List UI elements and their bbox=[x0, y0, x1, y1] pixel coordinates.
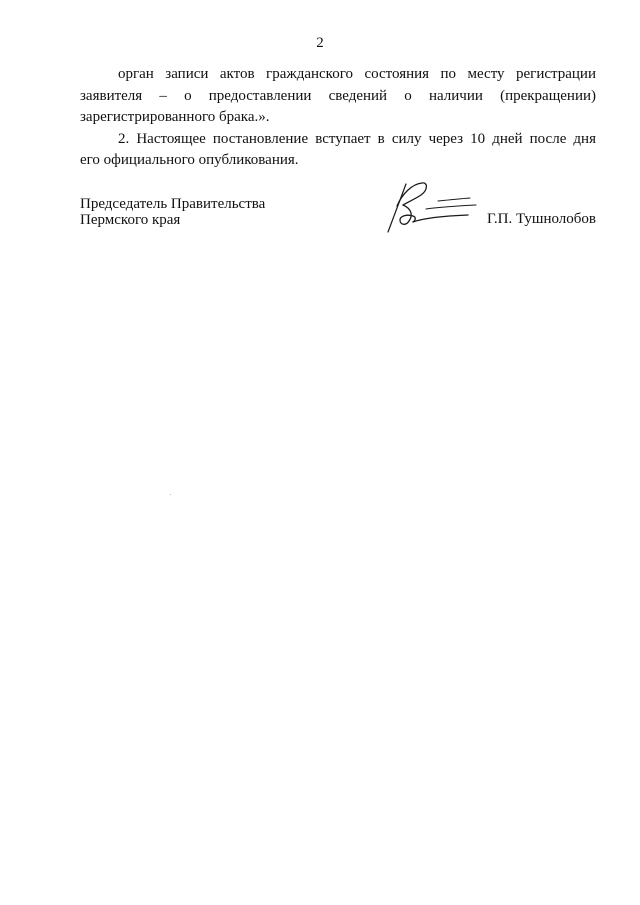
handwritten-signature bbox=[376, 178, 484, 236]
signature-block bbox=[80, 196, 596, 246]
paragraph-2-line-2: его официального опубликования. bbox=[80, 152, 299, 168]
signer-title bbox=[80, 196, 265, 228]
paragraph-1-line-1: орган записи актов гражданского состояния по месту регистрации bbox=[118, 66, 596, 82]
signer-name: Г.П. Тушнолобов bbox=[486, 211, 596, 227]
scan-speck bbox=[170, 494, 171, 495]
paragraph-2-line-1: 2. Настоящее постановление вступает в силу через 10 дней после дня bbox=[118, 130, 596, 147]
paragraph-1-line-2: заявителя – о предоставлении сведений о наличии (прекращении) bbox=[80, 87, 596, 104]
page-number: 2 bbox=[316, 35, 324, 51]
paragraph-1-line-3: зарегистрированного брака.». bbox=[80, 109, 270, 125]
signer-title-line-2: Пермского края bbox=[80, 212, 181, 228]
document-body bbox=[80, 64, 596, 172]
signer-title-line-1: Председатель Правительства bbox=[80, 196, 266, 212]
